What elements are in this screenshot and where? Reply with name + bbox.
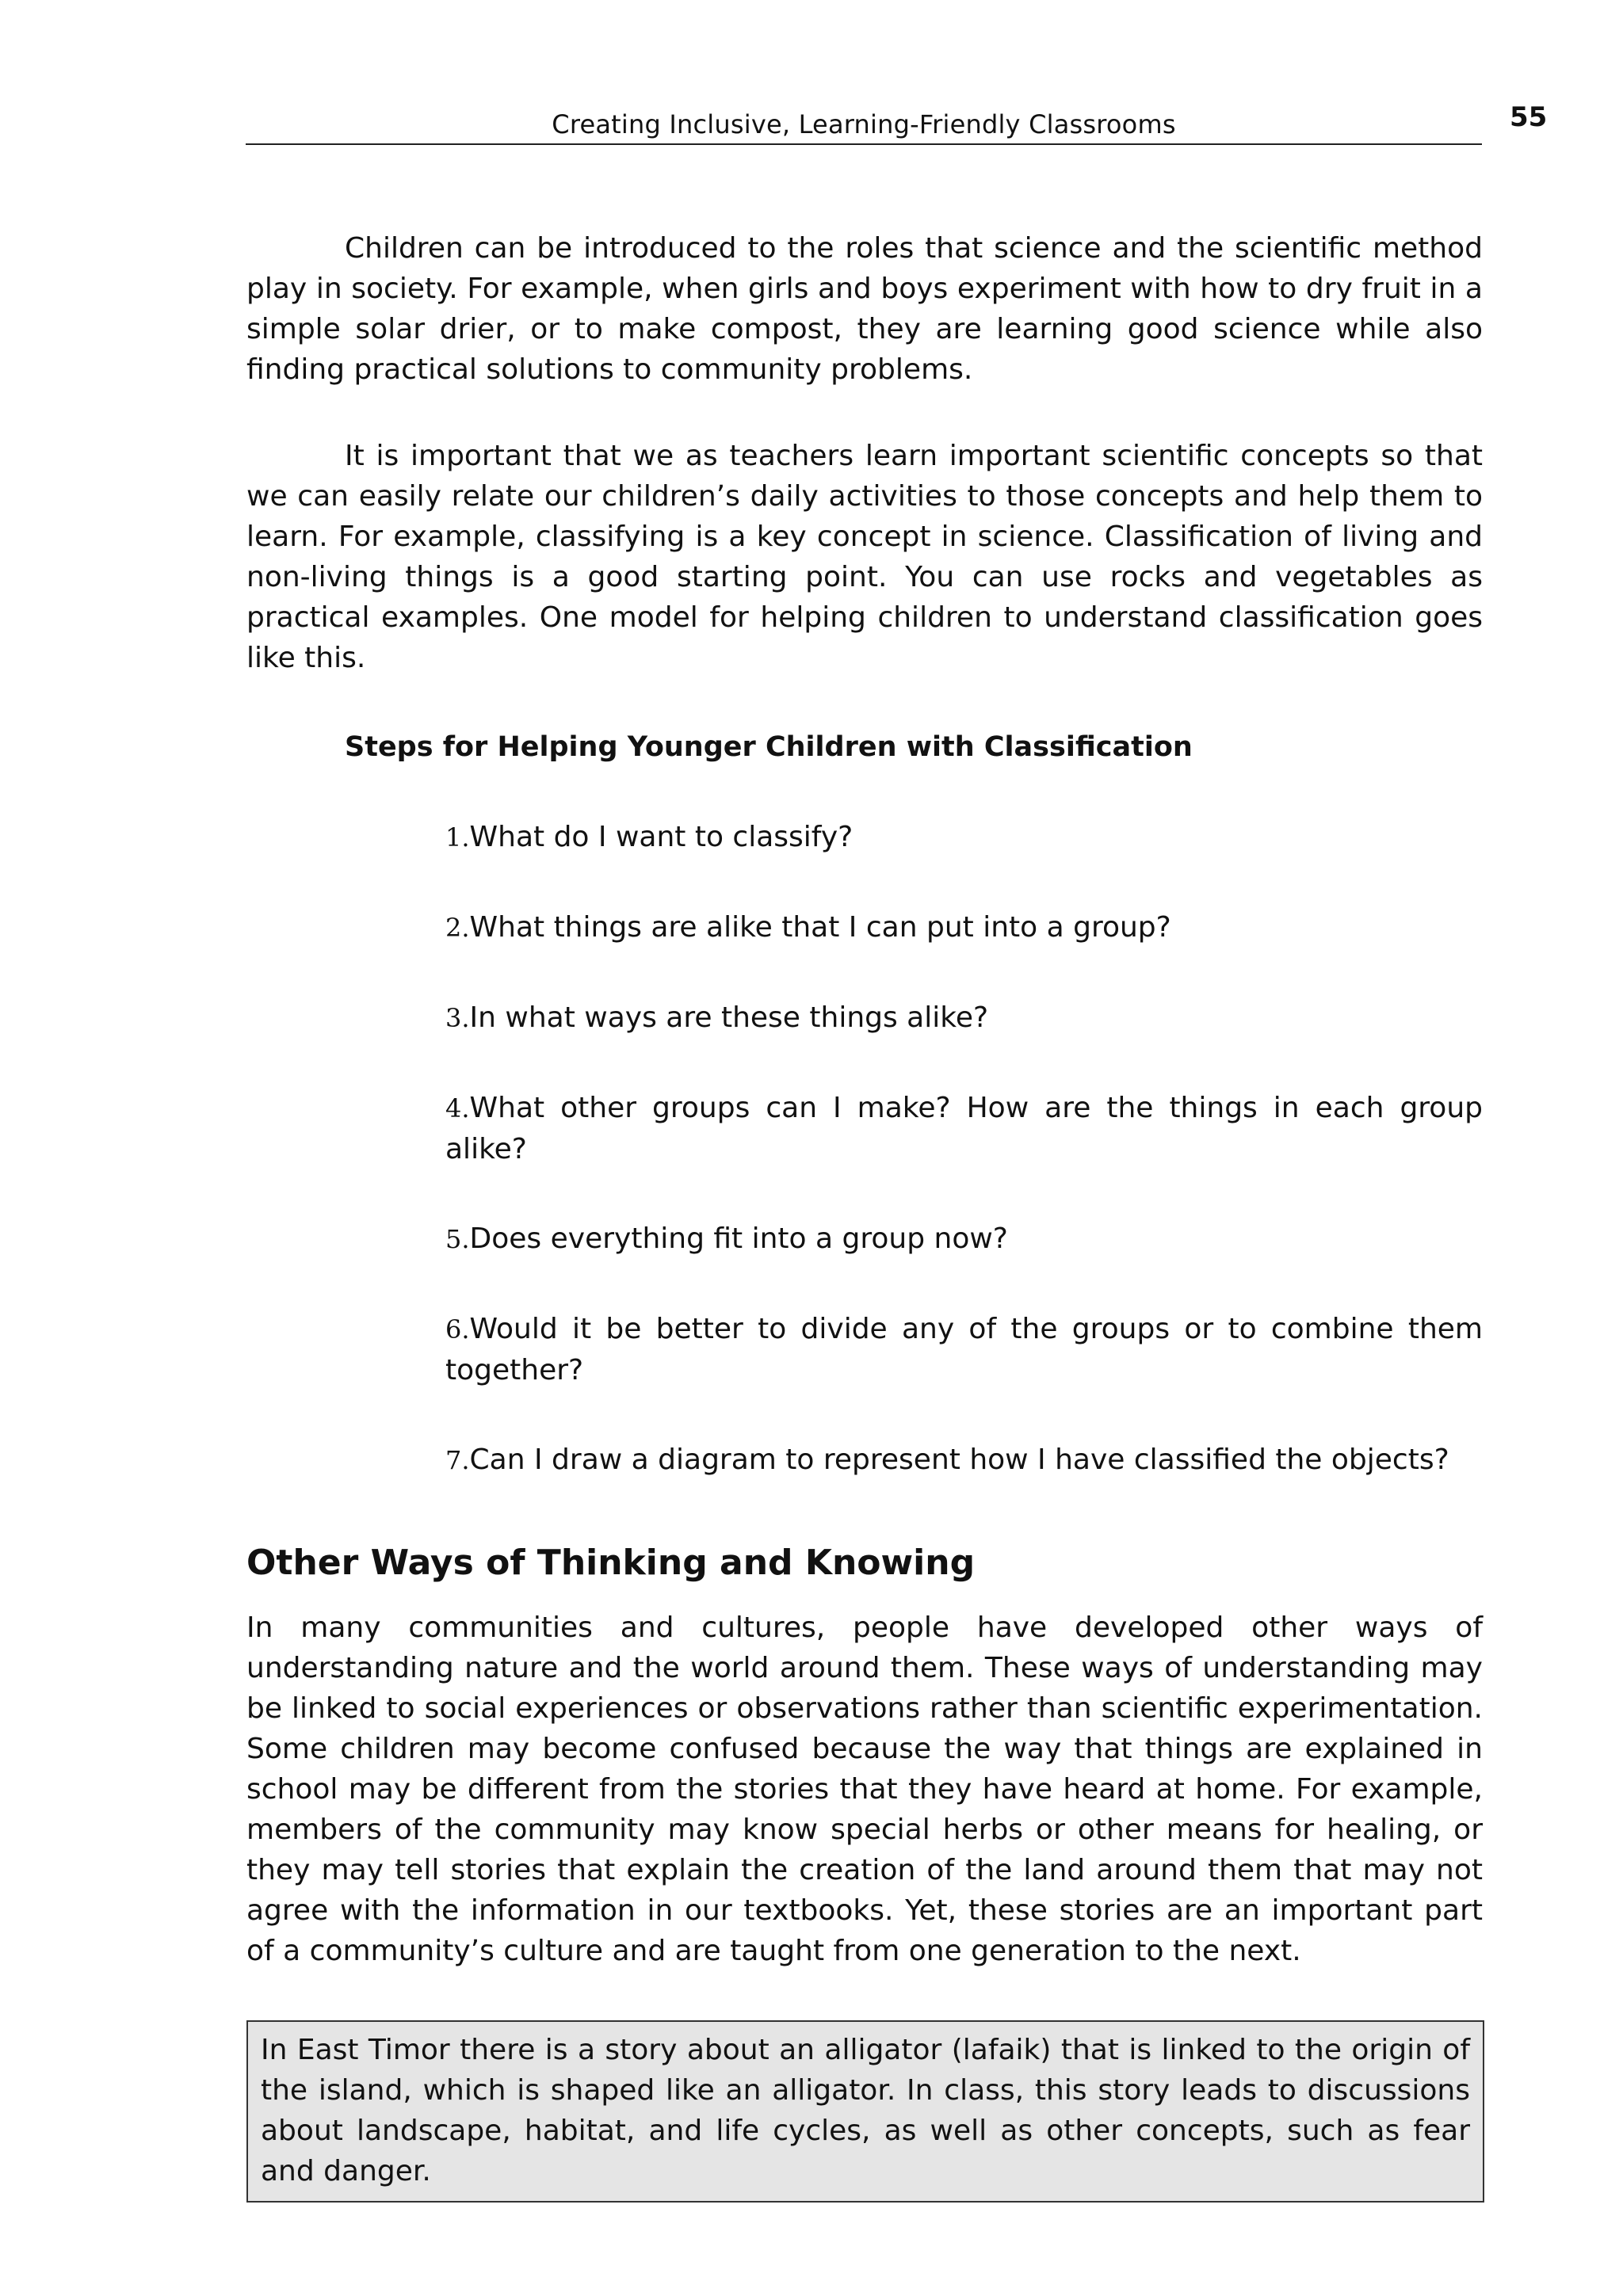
step-number: 3. xyxy=(445,1003,470,1033)
section-heading: Other Ways of Thinking and Knowing xyxy=(246,1543,976,1583)
step-number: 1. xyxy=(445,822,470,852)
step-number: 4. xyxy=(445,1093,470,1123)
step-number: 5. xyxy=(445,1224,470,1254)
step-text: Would it be better to divide any of the groups or to combine them together? xyxy=(445,1313,1483,1386)
callout-text: In East Timor there is a story about an alligator (lafaik) that is linked to the origin of the island, which is shaped like an alligator. In class, this story leads to discussions about landscape, habitat, and life cycles, as well as other concepts, such as fear and danger. xyxy=(261,2034,1470,2187)
step-item xyxy=(445,997,1483,1039)
step-text: What other groups can I make? How are the things in each group alike? xyxy=(445,1092,1483,1165)
header-rule xyxy=(246,143,1482,145)
steps-list xyxy=(246,817,1483,1481)
step-text: Can I draw a diagram to represent how I have classified the objects? xyxy=(469,1444,1449,1476)
step-item xyxy=(445,907,1483,948)
running-header-title: Creating Inclusive, Learning-Friendly Classrooms xyxy=(552,109,1176,139)
step-item xyxy=(445,1219,1483,1260)
step-item xyxy=(445,1088,1483,1169)
page-number: 55 xyxy=(1510,101,1548,133)
step-text: What things are alike that I can put into a group? xyxy=(469,911,1171,944)
step-text: Does everything fit into a group now? xyxy=(469,1222,1008,1255)
step-item xyxy=(445,1309,1483,1390)
steps-heading: Steps for Helping Younger Children with Classification xyxy=(345,731,1193,763)
page-content xyxy=(246,228,1483,2203)
intro-paragraph-1: Children can be introduced to the roles that science and the scientific method play in society. For example, when girls and boys experiment with how to dry fruit in a simple solar drier, or to make compost, they are learning good science while also finding practical solutions to community problems. xyxy=(246,232,1483,386)
step-item xyxy=(445,1440,1483,1481)
step-text: In what ways are these things alike? xyxy=(469,1001,989,1034)
step-number: 6. xyxy=(445,1314,470,1344)
step-number: 2. xyxy=(445,913,470,943)
step-item xyxy=(445,817,1483,858)
step-text: What do I want to classify? xyxy=(469,821,854,853)
intro-paragraph-2: It is important that we as teachers learn important scientific concepts so that we can easily relate our children’s daily activities to those concepts and help them to learn. For example, classifying is a key concept in science. Classification of living and non-living things is a good starting point. You can use rocks and vegetables as practical examples. One model for helping children to understand classification goes like this. xyxy=(246,440,1483,674)
section-paragraph: In many communities and cultures, people have developed other ways of understanding nature and the world around them. These ways of understanding may be linked to social experiences or observations rather than scientific experimentation. Some children may become confused because the way that things are explained in school may be different from the stories that they have heard at home. For example, members of the community may know special herbs or other means for healing, or they may tell stories that explain the creation of the land around them that may not agree with the information in our textbooks. Yet, these stories are an important part of a community’s culture and are taught from one generation to the next. xyxy=(246,1611,1483,1967)
step-number: 7. xyxy=(445,1445,470,1475)
callout-box xyxy=(246,2020,1484,2203)
